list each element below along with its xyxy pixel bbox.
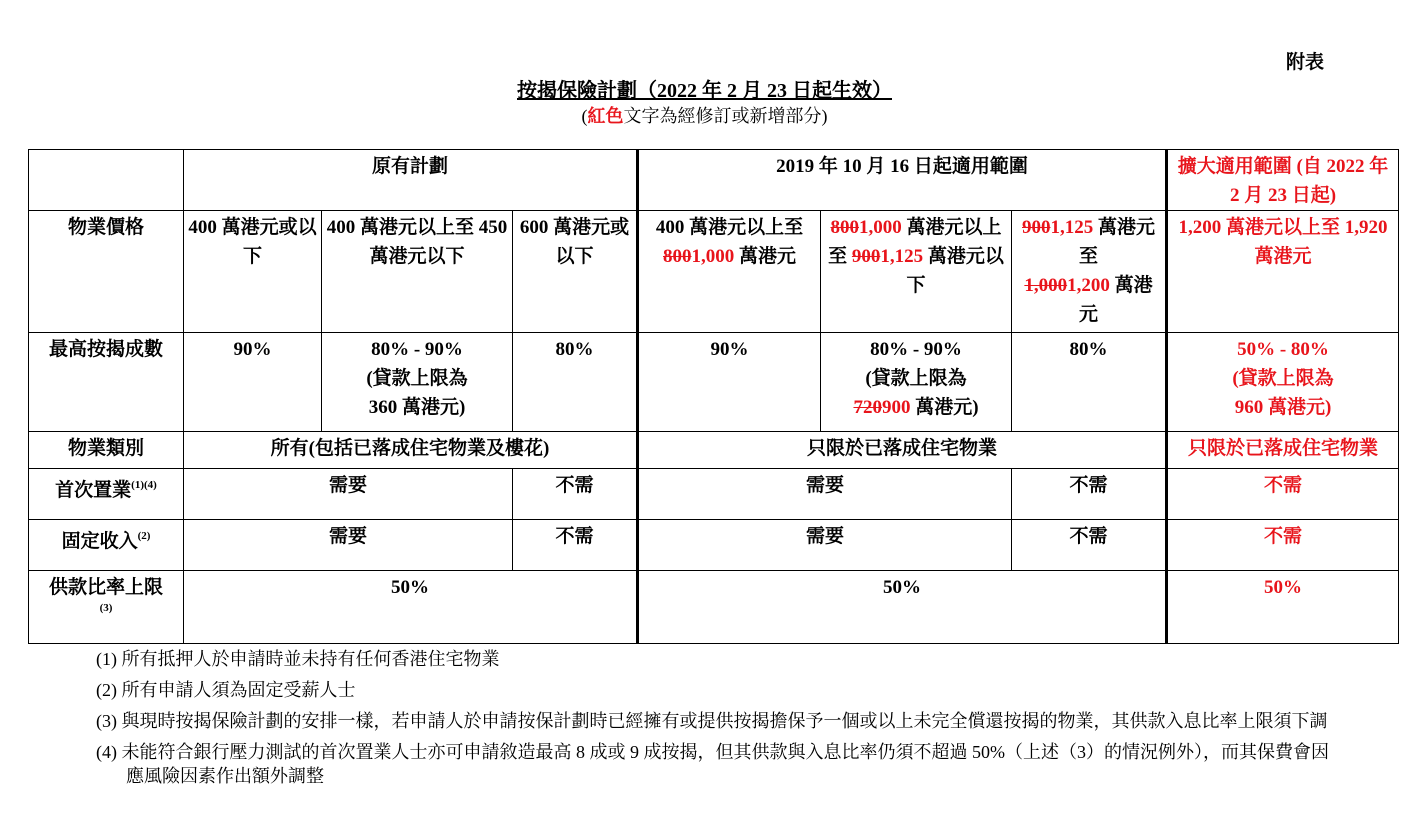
first-home-e: 不需 <box>1167 469 1399 520</box>
price-s2 <box>821 211 1012 333</box>
type-scope-2019: 只限於已落成住宅物業 <box>638 432 1167 469</box>
fixed-income-s3: 不需 <box>1012 520 1167 571</box>
fixed-income-label <box>29 520 184 571</box>
ltv-o2-c: 360 萬港元) <box>368 397 466 418</box>
page-title <box>0 74 1409 103</box>
fixed-income-e: 不需 <box>1167 520 1399 571</box>
subtitle-red-text: 紅色 <box>587 106 624 126</box>
first-home-s12: 需要 <box>638 469 1012 520</box>
price-o2: 400 萬港元以上至 450 萬港元以下 <box>322 211 513 333</box>
header-row <box>29 150 1399 211</box>
first-home-label <box>29 469 184 520</box>
fixed-income-o3: 不需 <box>513 520 638 571</box>
price-o1: 400 萬港元或以下 <box>184 211 322 333</box>
price-s2-a: 萬港元以上至 <box>828 217 1002 267</box>
ltv-s2-b: (貸款上限為 <box>865 368 967 389</box>
ltv-o2 <box>322 333 513 432</box>
price-s2-new2: 1,125 <box>880 246 924 267</box>
ltv-s2-old: 720 <box>853 397 882 418</box>
fixed-income-row <box>29 520 1399 571</box>
ltv-s1: 90% <box>638 333 821 432</box>
dti-label-text: 供款比率上限 <box>48 577 163 598</box>
ltv-label: 最高按揭成數 <box>29 333 184 432</box>
price-s1-old: 800 <box>663 246 692 267</box>
ltv-s2-a: 80% - 90% <box>870 339 962 360</box>
dti-scope-2019: 50% <box>638 571 1167 644</box>
type-expanded: 只限於已落成住宅物業 <box>1167 432 1399 469</box>
price-s3-a: 萬港元至 <box>1079 217 1156 267</box>
price-s2-old2: 900 <box>851 246 881 267</box>
dti-original: 50% <box>184 571 638 644</box>
annex-label: 附表 <box>1286 52 1325 73</box>
dti-row <box>29 571 1399 644</box>
footnote-1: (1) 所有抵押人於申請時並未持有任何香港住宅物業 <box>96 649 500 669</box>
first-home-s3: 不需 <box>1012 469 1167 520</box>
footnote-2: (2) 所有申請人須為固定受薪人士 <box>96 680 356 700</box>
price-row <box>29 211 1399 333</box>
price-s1-b: 萬港元 <box>734 246 797 267</box>
footnote-4: (4) 未能符合銀行壓力測試的首次置業人士亦可申請敘造最高 8 成或 9 成按揭，但其供款與入息比率仍須不超過 50%（上述（3）的情況例外），而其保費會因應風險因素作出額外調整 <box>96 742 1329 786</box>
price-s1-a: 400 萬港元以上至 <box>655 217 804 238</box>
fixed-income-o12: 需要 <box>184 520 513 571</box>
dti-footnote-ref: (3) <box>99 602 113 614</box>
first-home-o3: 不需 <box>513 469 638 520</box>
fixed-income-s12: 需要 <box>638 520 1012 571</box>
price-s3-new1: 1,125 <box>1050 217 1094 238</box>
price-s1-new: 1,000 <box>691 246 735 267</box>
ltv-e1-b: (貸款上限為 <box>1232 368 1334 389</box>
price-s3-old2: 1,000 <box>1024 275 1068 296</box>
ltv-e1-a: 50% - 80% <box>1237 339 1329 360</box>
footnotes <box>96 647 1336 795</box>
footnote-3: (3) 與現時按揭保險計劃的安排一樣，若申請人於申請按保計劃時已經擁有或提供按揭擔保予一個或以上未完全償還按揭的物業，其供款入息比率上限須下調 <box>96 711 1328 731</box>
dti-label <box>29 571 184 644</box>
ltv-row <box>29 333 1399 432</box>
first-home-o12: 需要 <box>184 469 513 520</box>
price-s1 <box>638 211 821 333</box>
price-s2-new1: 1,000 <box>859 217 902 238</box>
price-s2-old1: 800 <box>830 217 859 238</box>
price-s3-old1: 900 <box>1022 217 1051 238</box>
type-row <box>29 432 1399 469</box>
first-home-label-text: 首次置業 <box>55 480 132 501</box>
header-scope-2019: 2019 年 10 月 16 日起適用範圍 <box>638 150 1167 211</box>
first-home-row <box>29 469 1399 520</box>
price-s3-new2: 1,200 <box>1067 275 1110 296</box>
first-home-footnote-ref: (1)(4) <box>131 479 157 491</box>
subtitle-open: ( <box>581 106 588 126</box>
price-label: 物業價格 <box>29 211 184 333</box>
header-expanded: 擴大適用範圍 (自 2022 年 2 月 23 日起) <box>1167 150 1399 211</box>
header-empty-cell <box>29 150 184 211</box>
ltv-o3: 80% <box>513 333 638 432</box>
page-subtitle <box>0 102 1409 128</box>
title-text: 按揭保險計劃（2022 年 2 月 23 日起生效） <box>517 80 892 102</box>
header-original: 原有計劃 <box>184 150 638 211</box>
ltv-e1-c: 960 萬港元) <box>1234 397 1332 418</box>
fixed-income-label-text: 固定收入 <box>61 531 138 552</box>
ltv-s2-c: 萬港元) <box>910 397 979 418</box>
type-original: 所有(包括已落成住宅物業及樓花) <box>184 432 638 469</box>
price-s3-b: 萬港元 <box>1079 275 1153 325</box>
ltv-e1 <box>1167 333 1399 432</box>
ltv-s3: 80% <box>1012 333 1167 432</box>
ltv-o2-a: 80% - 90% <box>371 339 463 360</box>
fixed-income-footnote-ref: (2) <box>137 530 151 542</box>
subtitle-rest: 文字為經修訂或新增部分) <box>623 106 828 126</box>
price-o3: 600 萬港元或以下 <box>513 211 638 333</box>
ltv-o1: 90% <box>184 333 322 432</box>
price-e1: 1,200 萬港元以上至 1,920 萬港元 <box>1167 211 1399 333</box>
price-s2-b: 萬港元以下 <box>906 246 1004 296</box>
dti-expanded: 50% <box>1167 571 1399 644</box>
type-label: 物業類別 <box>29 432 184 469</box>
mortgage-insurance-table <box>28 149 1399 644</box>
ltv-o2-b: (貸款上限為 <box>366 368 468 389</box>
ltv-s2 <box>821 333 1012 432</box>
price-s3 <box>1012 211 1167 333</box>
ltv-s2-new: 900 <box>881 397 911 418</box>
